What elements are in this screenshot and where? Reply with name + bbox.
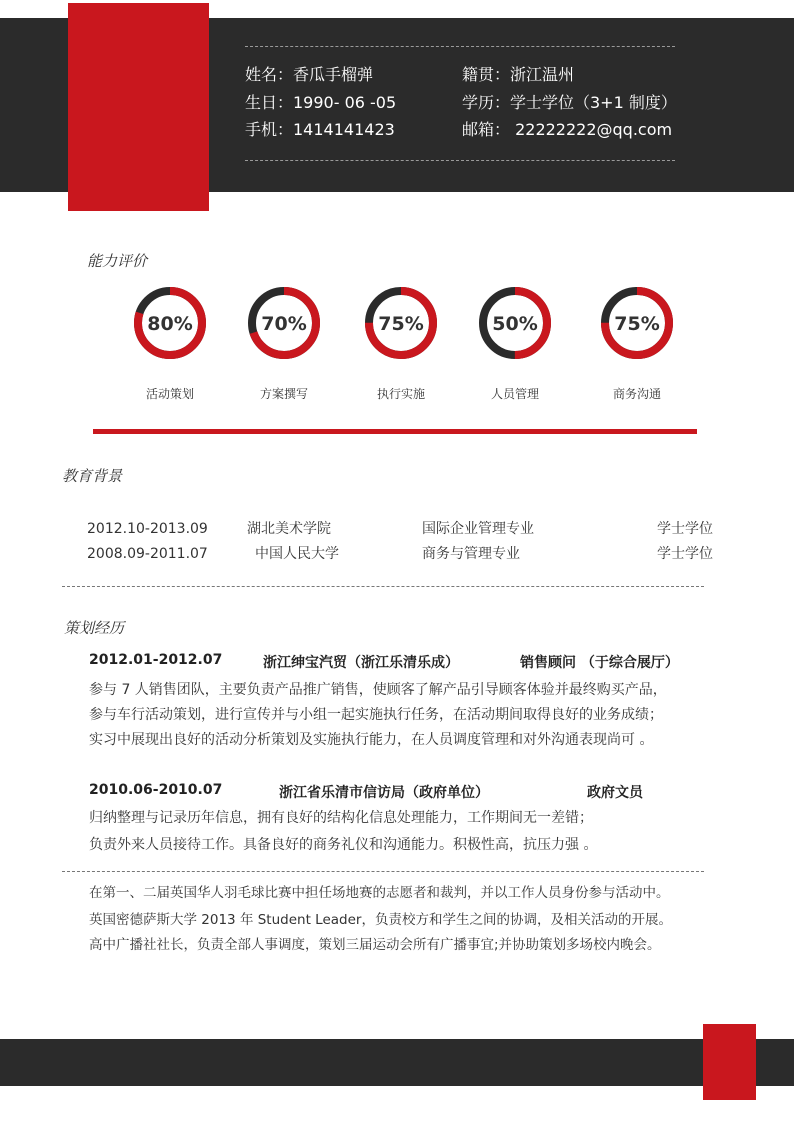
skill-ring — [475, 283, 555, 363]
skills-divider-bar — [93, 429, 697, 434]
activity-line: 在第一、二届英国华人羽毛球比赛中担任场地赛的志愿者和裁判，并以工作人员身份参与活动中。 — [89, 885, 670, 901]
job-description-line: 归纳整理与记录历年信息，拥有良好的结构化信息处理能力，工作期间无一差错； — [89, 810, 593, 826]
footer-accent-block — [703, 1024, 756, 1100]
skill-ring — [130, 283, 210, 363]
header-divider-bottom — [245, 160, 675, 161]
job-description-line: 负责外来人员接待工作。具备良好的商务礼仪和沟通能力。积极性高，抗压力强 。 — [89, 837, 598, 853]
edu-period: 2012.10-2013.09 — [87, 521, 208, 537]
education-field: 学历：学士学位（3+1 制度） — [462, 93, 677, 112]
email-field: 邮箱： 22222222@qq.com — [462, 120, 673, 139]
skill-ring — [597, 283, 677, 363]
job-description-line: 参与车行活动策划，进行宣传并与小组一起实施执行任务，在活动期间取得良好的业务成绩； — [89, 707, 663, 723]
edu-major: 商务与管理专业 — [422, 546, 520, 562]
job-company: 浙江绅宝汽贸（浙江乐清乐成） — [263, 655, 459, 671]
phone-field: 手机：1414141423 — [245, 120, 395, 139]
job-position: 政府文员 — [587, 785, 643, 801]
skills-section-title: 能力评价 — [87, 252, 148, 270]
activity-line: 高中广播社社长，负责全部人事调度，策划三届运动会所有广播事宜;并协助策划多场校内晚会。 — [89, 937, 661, 953]
activity-line: 英国密德萨斯大学 2013 年 Student Leader，负责校方和学生之间的协调，及相关活动的开展。 — [89, 912, 672, 928]
edu-degree: 学士学位 — [657, 546, 713, 562]
footer-band — [0, 1039, 794, 1086]
education-divider — [62, 586, 704, 587]
skill-percent: 80% — [147, 313, 193, 335]
job-period: 2012.01-2012.07 — [89, 652, 223, 668]
skill-percent: 70% — [261, 313, 307, 335]
skill-percent: 75% — [378, 313, 424, 335]
edu-degree: 学士学位 — [657, 521, 713, 537]
job-description-line: 实习中展现出良好的活动分析策划及实施执行能力，在人员调度管理和对外沟通表现尚可 。 — [89, 732, 654, 748]
skill-label: 商务沟通 — [612, 387, 661, 401]
education-section-title: 教育背景 — [62, 467, 123, 485]
experience-divider — [62, 871, 704, 872]
experience-section-title: 策划经历 — [64, 619, 125, 637]
skill-percent: 75% — [614, 313, 660, 335]
edu-period: 2008.09-2011.07 — [87, 546, 208, 562]
job-period: 2010.06-2010.07 — [89, 782, 223, 798]
skill-label: 活动策划 — [145, 387, 194, 401]
job-position: 销售顾问 （于综合展厅） — [520, 655, 679, 671]
job-company: 浙江省乐清市信访局（政府单位） — [279, 785, 489, 801]
name-field: 姓名：香瓜手榴弹 — [245, 65, 374, 84]
header-accent-block — [68, 3, 209, 211]
job-description-line: 参与 7 人销售团队，主要负责产品推广销售，使顾客了解产品引导顾客体验并最终购买产品， — [89, 682, 667, 698]
edu-school: 湖北美术学院 — [247, 521, 331, 537]
edu-major: 国际企业管理专业 — [422, 521, 534, 537]
skill-percent: 50% — [492, 313, 538, 335]
skill-ring — [244, 283, 324, 363]
birthday-field: 生日：1990- 06 -05 — [245, 93, 397, 112]
header-divider-top — [245, 46, 675, 47]
skill-label: 执行实施 — [376, 387, 425, 401]
skill-label: 方案撰写 — [259, 387, 308, 401]
edu-school: 中国人民大学 — [255, 546, 339, 562]
skill-ring — [361, 283, 441, 363]
skill-label: 人员管理 — [490, 387, 539, 401]
origin-field: 籍贯：浙江温州 — [462, 65, 575, 84]
